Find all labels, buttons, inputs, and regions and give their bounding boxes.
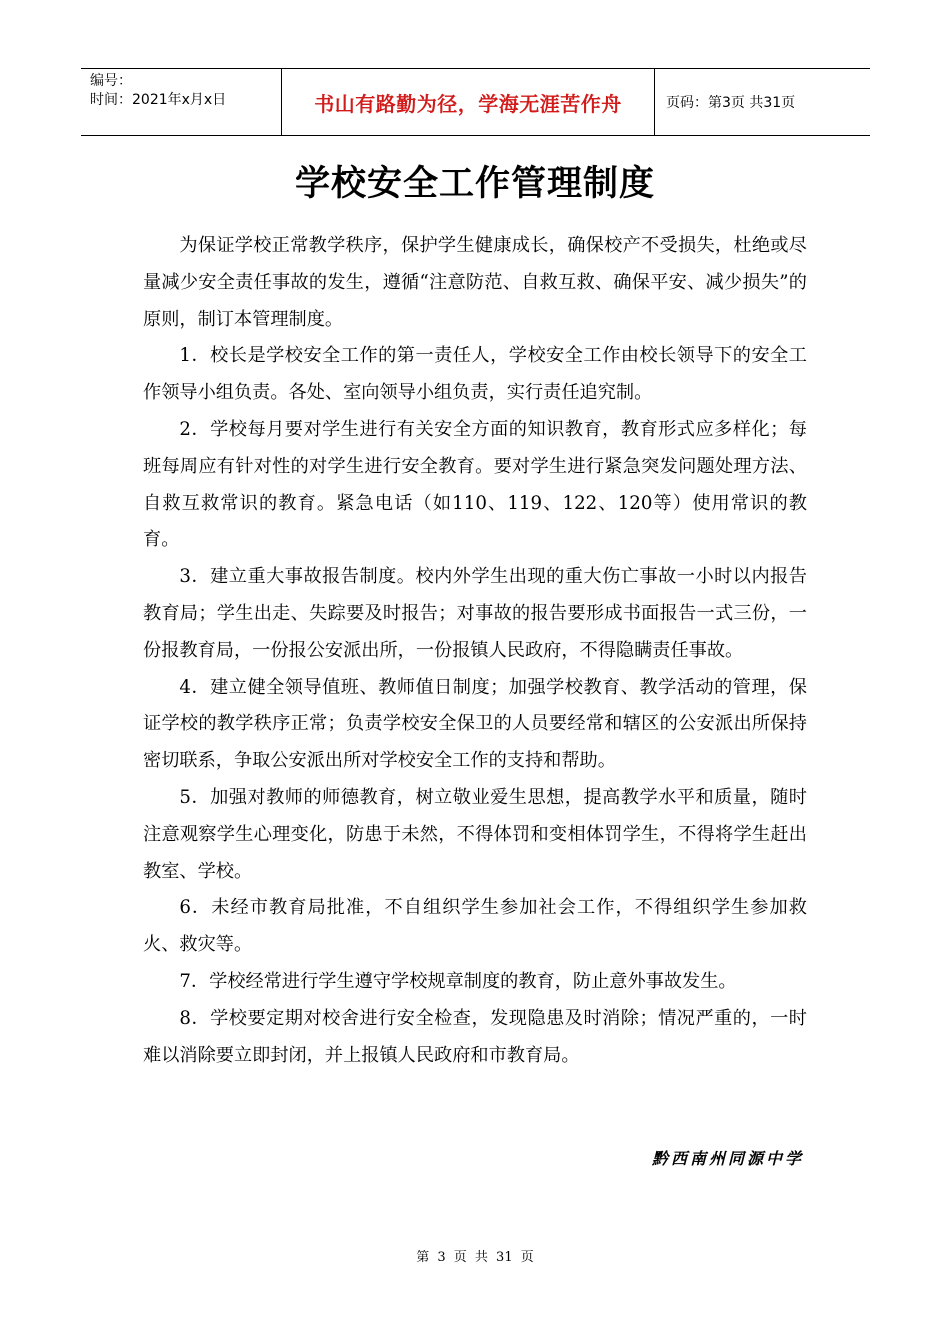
document-body: [143, 228, 807, 1074]
document-number-label: 编号：: [90, 73, 132, 89]
rule-paragraph-8: 8．学校要定期对校舍进行安全检查，发现隐患及时消除；情况严重的，一时难以消除要立即封闭，并上报镇人民政府和市教育局。: [143, 1007, 807, 1066]
rule-paragraph-2: 2．学校每月要对学生进行有关安全方面的知识教育，教育形式应多样化；每班每周应有针对性的对学生进行安全教育。要对学生进行紧急突发问题处理方法、自救互救常识的教育。紧急电话（如110、119、122、120等）使用常识的教育。: [143, 418, 807, 551]
school-signature: 黔西南州同源中学: [651, 1149, 804, 1168]
header-motto: 书山有路勤为径，学海无涯苦作舟: [282, 69, 655, 135]
rule-paragraph-1: 1．校长是学校安全工作的第一责任人，学校安全工作由校长领导下的安全工作领导小组负责。各处、室向领导小组负责，实行责任追究制。: [143, 345, 807, 404]
intro-paragraph: 为保证学校正常教学秩序，保护学生健康成长，确保校产不受损失，杜绝或尽量减少安全责任事故的发生，遵循“注意防范、自救互救、确保平安、减少损失”的原则，制订本管理制度。: [143, 235, 807, 330]
page-header: [81, 68, 870, 136]
rule-paragraph-7: 7．学校经常进行学生遵守学校规章制度的教育，防止意外事故发生。: [179, 970, 737, 992]
document-date-label: 时间：2021年x月x日: [90, 92, 227, 108]
document-title: 学校安全工作管理制度: [294, 164, 655, 204]
rule-paragraph-6: 6．未经市教育局批准，不自组织学生参加社会工作，不得组织学生参加救火、救灾等。: [143, 897, 807, 956]
header-meta-cell: [81, 69, 282, 135]
rule-paragraph-4: 4．建立健全领导值班、教师值日制度；加强学校教育、教学活动的管理，保证学校的教学秩序正常；负责学校安全保卫的人员要经常和辖区的公安派出所保持密切联系，争取公安派出所对学校安全工作的支持和帮助。: [143, 676, 807, 772]
rule-paragraph-5: 5．加强对教师的师德教育，树立敬业爱生思想，提高教学水平和质量，随时注意观察学生心理变化，防患于未然，不得体罚和变相体罚学生，不得将学生赶出教室、学校。: [143, 786, 807, 882]
header-page-info: 页码：第3页 共31页: [666, 95, 796, 111]
rule-paragraph-3: 3．建立重大事故报告制度。校内外学生出现的重大伤亡事故一小时以内报告教育局；学生出走、失踪要及时报告；对事故的报告要形成书面报告一式三份，一份报教育局，一份报公安派出所，一份报镇人民政府，不得隐瞒责任事故。: [143, 566, 807, 661]
page-footer: 第 3 页 共 31 页: [416, 1250, 534, 1265]
